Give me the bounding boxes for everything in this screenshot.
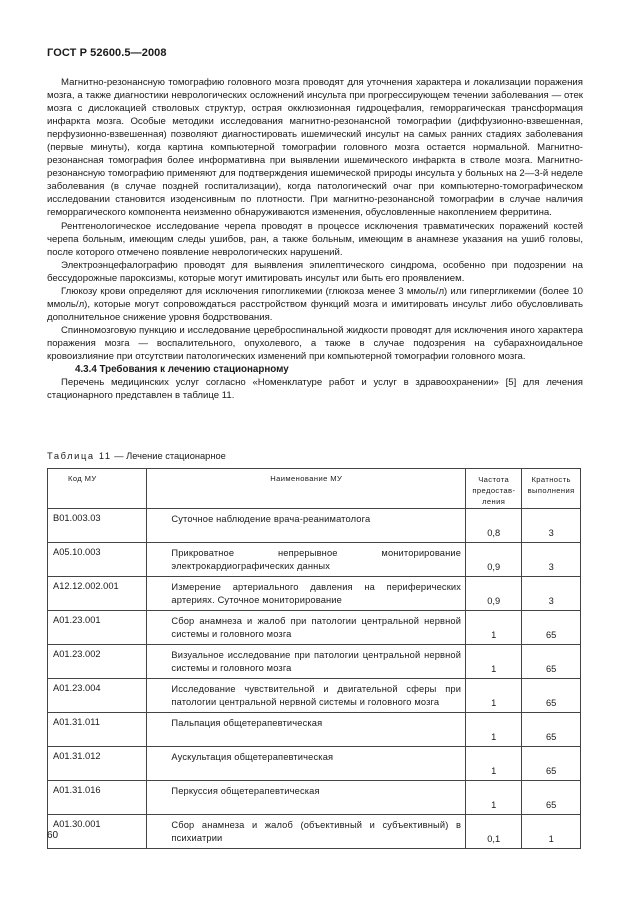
cell-name: Аускультация общетерапевтическая [147, 747, 466, 781]
cell-code: A01.23.001 [48, 611, 147, 645]
header-name: Наименование МУ [147, 469, 466, 509]
table-row [48, 577, 581, 611]
cell-frequency: 1 [466, 679, 522, 713]
cell-code: A01.23.002 [48, 645, 147, 679]
cell-multiplicity: 3 [522, 509, 581, 543]
paragraph-eeg: Электроэнцефалографию проводят для выявления эпилептического синдрома, особенно при подозрении на бессудорожные пароксизмы, которые могут имитировать инсульт или быть его проявлением. [47, 259, 583, 284]
cell-code: A01.31.011 [48, 713, 147, 747]
cell-multiplicity: 65 [522, 679, 581, 713]
cell-name: Пальпация общетерапевтическая [147, 713, 466, 747]
cell-multiplicity: 3 [522, 577, 581, 611]
cell-name: Сбор анамнеза и жалоб при патологии центральной нервной системы и головного мозга [147, 611, 466, 645]
table-row [48, 747, 581, 781]
table-row [48, 543, 581, 577]
section-text: Перечень медицинских услуг согласно «Номенклатуре работ и услуг в здравоохранении» [5] для лечения стационарного представлен в таблице 11. [47, 377, 583, 402]
services-table [47, 468, 581, 849]
cell-multiplicity: 65 [522, 713, 581, 747]
cell-frequency: 1 [466, 611, 522, 645]
paragraph-glucose: Глюкозу крови определяют для исключения гипогликемии (глюкоза менее 3 ммоль/л) или гипергликемии (более 10 ммоль/л), которые могут сопровождаться расстройством функций мозга и имитировать инсульт либо обусловливать дополнительное снижение уровня бодрствования. [47, 285, 583, 323]
cell-code: A01.31.016 [48, 781, 147, 815]
cell-name: Суточное наблюдение врача-реаниматолога [147, 509, 466, 543]
cell-code: B01.003.03 [48, 509, 147, 543]
table-header-row [48, 469, 581, 509]
cell-multiplicity: 65 [522, 747, 581, 781]
cell-code: A05.10.003 [48, 543, 147, 577]
cell-frequency: 1 [466, 747, 522, 781]
paragraph-mri: Магнитно-резонансную томографию головного мозга проводят для уточнения характера и локализации поражения мозга, а также диагностики неврологических осложнений инсульта при прогрессирующем течении заболевания — отек мозга с дислокацией стволовых структур, острая окклюзионная гидроцефалия, геморрагическая трансформация инфаркта мозга. Особые методики исследования магнитно-резонансной томографии (диффузионно-взвешенная, перфузионно-взвешенная) позволяют диагностировать ишемический инсульт на самых ранних стадиях заболевания (первые минуты), когда картина компьютерной томографии головного мозга остается нормальной. Магнитно-резонансная томография более информативна при выявлении ишемического инфаркта в стволе мозга. Магнитно-резонансную томографию применяют для подтверждения ишемической природы инсульта у больных на 2—3-й неделе заболевания (в случае поздней госпитализации), когда патологический очаг при компьютерно-томографическом исследовании становится изоденсивным по плотности. При магнитно-резонансной томографии в случае наличия геморрагического компонента неизменно обнаруживаются изменения, обусловленные накоплением ферритина. [47, 77, 583, 219]
table-row [48, 645, 581, 679]
table-caption-label: Таблица 11 [47, 451, 112, 461]
cell-name: Исследование чувствительной и двигательной сферы при патологии центральной нервной системы и головного мозга [147, 679, 466, 713]
cell-frequency: 0,8 [466, 509, 522, 543]
table-caption-title: — Лечение стационарное [111, 451, 226, 461]
cell-code: A01.31.012 [48, 747, 147, 781]
cell-frequency: 0,9 [466, 543, 522, 577]
cell-multiplicity: 65 [522, 645, 581, 679]
cell-frequency: 1 [466, 781, 522, 815]
cell-name: Перкуссия общетерапевтическая [147, 781, 466, 815]
cell-code: A01.30.001 [48, 815, 147, 849]
cell-multiplicity: 65 [522, 611, 581, 645]
table-row [48, 713, 581, 747]
cell-frequency: 0,1 [466, 815, 522, 849]
cell-code: A12.12.002.001 [48, 577, 147, 611]
table-row [48, 781, 581, 815]
cell-frequency: 1 [466, 645, 522, 679]
cell-name: Измерение артериального давления на периферических артериях. Суточное мониторирование [147, 577, 466, 611]
body-text [47, 76, 583, 402]
cell-name: Визуальное исследование при патологии центральной нервной системы и головного мозга [147, 645, 466, 679]
cell-frequency: 0,9 [466, 577, 522, 611]
cell-frequency: 1 [466, 713, 522, 747]
cell-multiplicity: 1 [522, 815, 581, 849]
header-multiplicity: Кратность выполнения [522, 469, 581, 509]
document-header: ГОСТ Р 52600.5—2008 [47, 47, 167, 59]
header-frequency: Частота предоставления [466, 469, 522, 509]
cell-name: Сбор анамнеза и жалоб (объективный и субъективный) в психиатрии [147, 815, 466, 849]
paragraph-lumbar-puncture: Спинномозговую пункцию и исследование цереброспинальной жидкости проводят для исключения иного характера поражения мозга — воспалительного, опухолевого, а также в случае подозрения на субарахноидальное кровоизлияние при отсутствии патологических изменений при компьютерной томографии головного мозга. [47, 324, 583, 362]
cell-name: Прикроватное непрерывное мониторирование электрокардиографических данных [147, 543, 466, 577]
table-caption [47, 451, 226, 461]
page-number: 60 [47, 830, 59, 841]
cell-code: A01.23.004 [48, 679, 147, 713]
table-row [48, 815, 581, 849]
cell-multiplicity: 3 [522, 543, 581, 577]
table-row [48, 509, 581, 543]
header-code: Код МУ [48, 469, 147, 509]
section-heading: 4.3.4 Требования к лечению стационарному [75, 364, 289, 376]
paragraph-xray: Рентгенологическое исследование черепа проводят в процессе исключения травматических поражений костей черепа больным, имеющим следы ушибов, ран, а также больным, имеющим в анамнезе указания на ушиб головы, после которого отмечено появление неврологических нарушений. [47, 220, 583, 258]
cell-multiplicity: 65 [522, 781, 581, 815]
table-row [48, 679, 581, 713]
table-row [48, 611, 581, 645]
